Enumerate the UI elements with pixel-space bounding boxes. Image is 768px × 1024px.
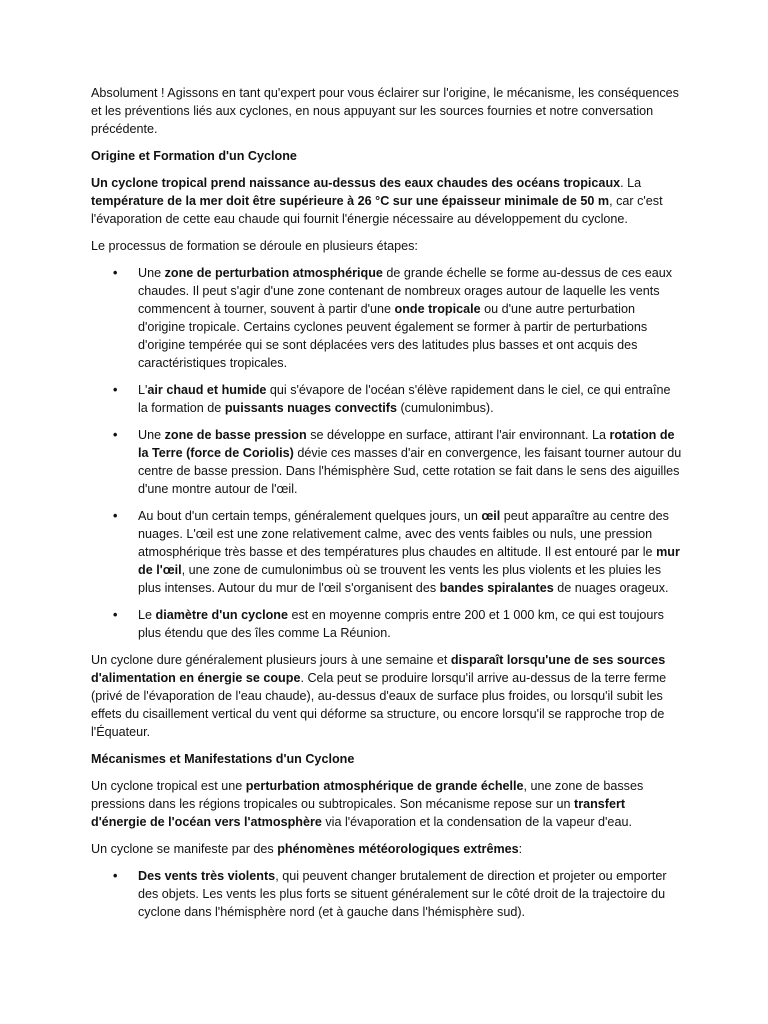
section-heading-origine: Origine et Formation d'un Cyclone: [91, 149, 297, 163]
list-item-text: Une zone de basse pression se développe en surface, attirant l'air environnant. La rotation de la Terre (force de Coriolis) dévie ces masses d'air en convergence, les faisant tourner autour du centre de basse pression. Dans l'hémisphère Sud, cette rotation se fait dans le sens des aiguilles d'une montre autour de l'œil.: [138, 428, 682, 496]
list-item: [91, 867, 683, 921]
paragraph: Un cyclone se manifeste par des phénomènes météorologiques extrêmes:: [91, 842, 523, 856]
list-item-text: Une zone de perturbation atmosphérique de grande échelle se forme au-dessus de ces eaux chaudes. Il peut s'agir d'une zone contenant de nombreux orages autour de laquelle les vents commencent à tourner, souvent à partir d'une onde tropicale ou d'une autre perturbation d'origine tropicale. Certains cyclones peuvent également se former à partir de perturbations d'origine tempérée qui se sont déplacées vers des latitudes plus basses et ont acquis des caractéristiques tropicales.: [138, 266, 673, 370]
section-heading-mecanismes: Mécanismes et Manifestations d'un Cyclone: [91, 752, 355, 766]
bullet-marker: •: [113, 266, 118, 280]
bullet-list-formation: [91, 264, 683, 642]
list-item-text: L'air chaud et humide qui s'évapore de l'océan s'élève rapidement dans le ciel, ce qui entraîne la formation de puissants nuages convectifs (cumulonimbus).: [138, 383, 671, 415]
list-item: [91, 264, 683, 372]
list-item-text: Le diamètre d'un cyclone est en moyenne compris entre 200 et 1 000 km, ce qui est toujours plus étendu que des îles comme La Réunion.: [138, 608, 664, 640]
list-item: [91, 507, 683, 597]
list-item: [91, 426, 683, 498]
document-page: [91, 84, 683, 930]
bullet-marker: •: [113, 509, 118, 523]
bullet-marker: •: [113, 869, 118, 883]
paragraph: Un cyclone tropical prend naissance au-dessus des eaux chaudes des océans tropicaux. La température de la mer doit être supérieure à 26 °C sur une épaisseur minimale de 50 m, car c'est l'évaporation de cette eau chaude qui fournit l'énergie nécessaire au développement du cyclone.: [91, 176, 663, 226]
paragraph: Un cyclone dure généralement plusieurs jours à une semaine et disparaît lorsqu'une de ses sources d'alimentation en énergie se coupe. Cela peut se produire lorsqu'il arrive au-dessus de la terre ferme (privé de l'évaporation de l'eau chaude), au-dessus d'eaux de surface plus froides, ou lorsqu'il subit les effets du cisaillement vertical du vent qui déforme sa structure, ou encore lorsqu'il se rapproche trop de l'Équateur.: [91, 653, 667, 739]
bullet-marker: •: [113, 428, 118, 442]
bullet-marker: •: [113, 383, 118, 397]
bullet-list-manifestations: [91, 867, 683, 921]
list-item: [91, 381, 683, 417]
intro-paragraph: Absolument ! Agissons en tant qu'expert pour vous éclairer sur l'origine, le mécanisme, les conséquences et les préventions liés aux cyclones, en nous appuyant sur les sources fournies et notre conversation précédente.: [91, 86, 679, 136]
list-item-text: Des vents très violents, qui peuvent changer brutalement de direction et projeter ou emporter des objets. Les vents les plus forts se situent généralement sur le côté droit de la trajectoire du cyclone dans l'hémisphère nord (et à gauche dans l'hémisphère sud).: [138, 869, 667, 919]
list-item-text: Au bout d'un certain temps, généralement quelques jours, un œil peut apparaître au centre des nuages. L'œil est une zone relativement calme, avec des vents faibles ou nuls, une pression atmosphérique très basse et des températures plus chaudes en altitude. Il est entouré par le mur de l'œil, une zone de cumulonimbus où se trouvent les vents les plus violents et les pluies les plus intenses. Autour du mur de l'œil s'organisent des bandes spiralantes de nuages orageux.: [138, 509, 680, 595]
paragraph: Le processus de formation se déroule en plusieurs étapes:: [91, 239, 418, 253]
list-item: [91, 606, 683, 642]
bullet-marker: •: [113, 608, 118, 622]
paragraph: Un cyclone tropical est une perturbation atmosphérique de grande échelle, une zone de basses pressions dans les régions tropicales ou subtropicales. Son mécanisme repose sur un transfert d'énergie de l'océan vers l'atmosphère via l'évaporation et la condensation de la vapeur d'eau.: [91, 779, 644, 829]
